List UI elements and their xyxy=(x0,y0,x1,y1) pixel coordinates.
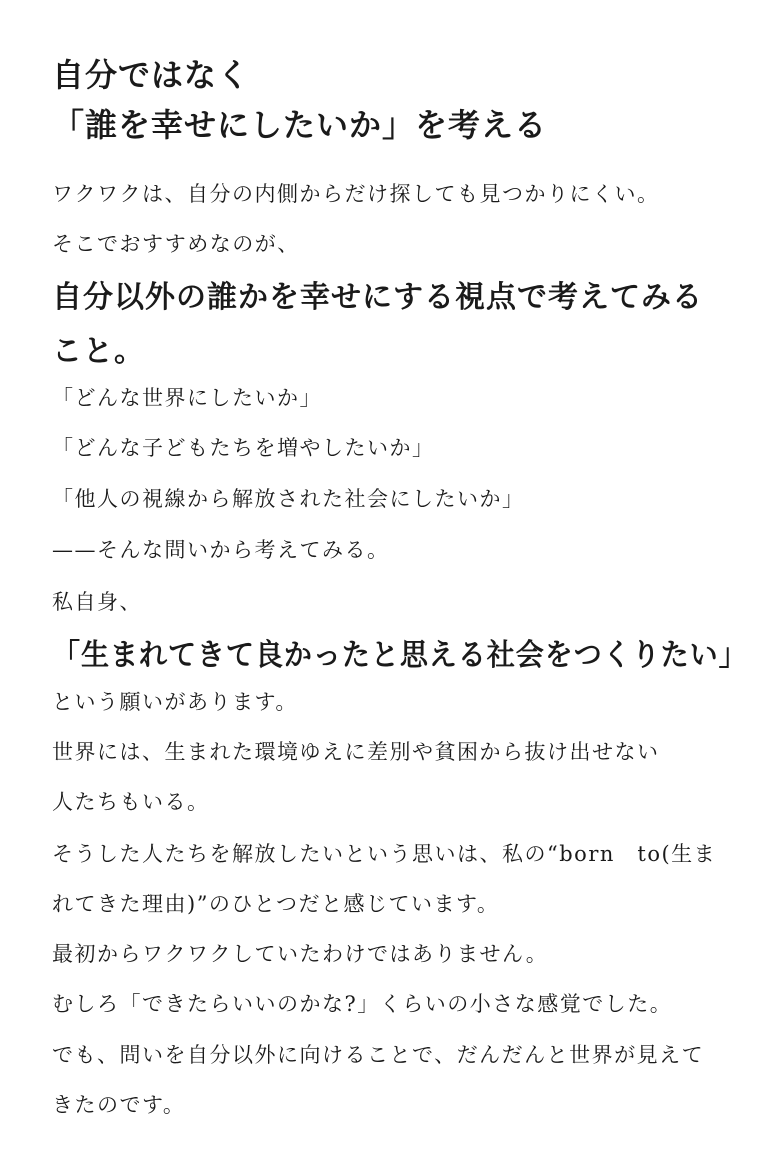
paragraph-10-line-2: きたのです。 xyxy=(52,1093,186,1117)
paragraph-9: むしろ「できたらいいのかな?」くらいの小さな感覚でした。 xyxy=(52,992,673,1016)
question-2: 「どんな子どもたちを増やしたいか」 xyxy=(52,436,435,460)
paragraph-1: ワクワクは、自分の内側からだけ探しても見つかりにくい。 xyxy=(52,182,660,206)
question-3: 「他人の視線から解放された社会にしたいか」 xyxy=(52,487,525,511)
paragraph-4: 私自身、 xyxy=(52,590,142,614)
paragraph-6-line-2: 人たちもいる。 xyxy=(52,790,210,814)
question-1: 「どんな世界にしたいか」 xyxy=(52,386,322,410)
emphasis-1-line-2: こと。 xyxy=(52,334,145,369)
paragraph-2: そこでおすすめなのが、 xyxy=(52,232,300,256)
emphasis-2: 「生まれてきて良かったと思える社会をつくりたい」 xyxy=(52,638,748,673)
heading-line-1: 自分ではなく xyxy=(52,56,251,94)
emphasis-1-line-1: 自分以外の誰かを幸せにする視点で考えてみる xyxy=(52,280,703,315)
paragraph-7-line-1: そうした人たちを解放したいという思いは、私の“born to(生ま xyxy=(52,842,717,866)
paragraph-5: という願いがあります。 xyxy=(52,690,298,714)
heading-line-2: 「誰を幸せにしたいか」を考える xyxy=(52,106,548,144)
paragraph-3: ——そんな問いから考えてみる。 xyxy=(52,538,390,562)
paragraph-7-line-2: れてきた理由)”のひとつだと感じています。 xyxy=(52,892,500,916)
paragraph-6-line-1: 世界には、生まれた環境ゆえに差別や貧困から抜け出せない xyxy=(52,740,660,764)
paragraph-8: 最初からワクワクしていたわけではありません。 xyxy=(52,942,549,966)
paragraph-10-line-1: でも、問いを自分以外に向けることで、だんだんと世界が見えて xyxy=(52,1043,705,1067)
